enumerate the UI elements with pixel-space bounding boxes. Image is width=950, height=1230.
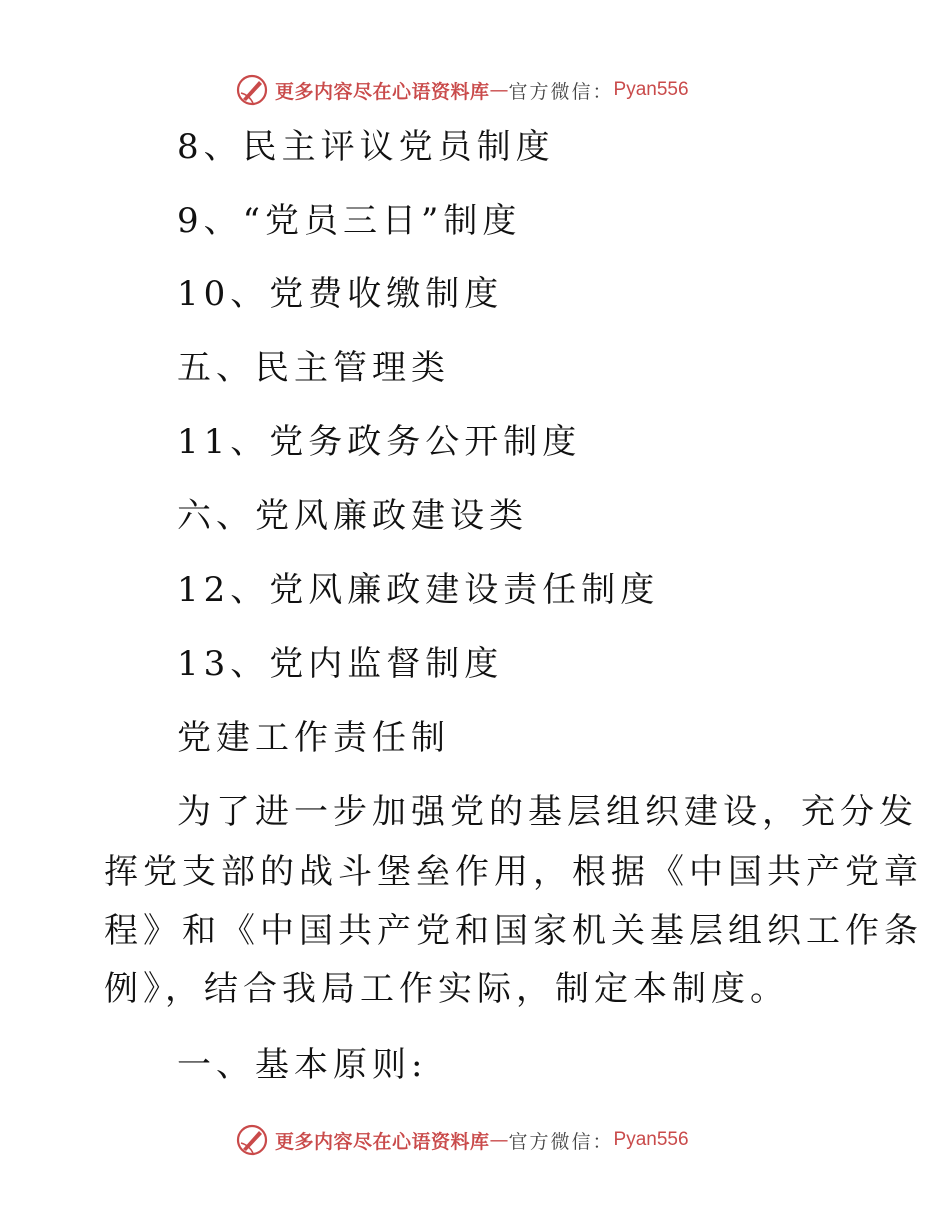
paragraph-line-1: 为了进一步加强党的基层组织建设，充分发 — [177, 792, 918, 832]
watermark-sub-text: 官方微信： — [508, 1130, 614, 1153]
document-title: 党建工作责任制 — [177, 718, 450, 758]
watermark-main-text: 更多内容尽在心语资料库 — [275, 80, 490, 103]
section-heading: 一、基本原则: — [177, 1045, 428, 1085]
quill-logo-icon — [235, 73, 269, 107]
list-item-13: 13、党内监督制度 — [177, 644, 504, 684]
list-item-10: 10、党费收缴制度 — [177, 274, 504, 314]
category-heading-5: 五、民主管理类 — [177, 348, 450, 388]
watermark-wechat-id: Pyan556 — [613, 1129, 689, 1150]
watermark-wechat-id: Pyan556 — [613, 79, 689, 100]
list-item-8: 8、民主评议党员制度 — [177, 127, 555, 167]
watermark-main-text: 更多内容尽在心语资料库 — [275, 1130, 490, 1153]
watermark-separator: — — [489, 79, 509, 101]
watermark-separator: — — [489, 1129, 509, 1151]
watermark-footer — [235, 1123, 689, 1157]
paragraph-line-3: 程》和《中国共产党和国家机关基层组织工作条 — [104, 911, 923, 951]
list-item-9: 9、“党员三日”制度 — [177, 201, 522, 241]
list-item-12: 12、党风廉政建设责任制度 — [177, 570, 660, 610]
paragraph-line-2: 挥党支部的战斗堡垒作用，根据《中国共产党章 — [104, 852, 923, 892]
paragraph-line-4: 例》，结合我局工作实际，制定本制度。 — [104, 969, 789, 1009]
list-item-11: 11、党务政务公开制度 — [177, 422, 582, 462]
category-heading-6: 六、党风廉政建设类 — [177, 496, 528, 536]
quill-logo-icon — [235, 1123, 269, 1157]
watermark-sub-text: 官方微信： — [508, 80, 614, 103]
watermark-header — [235, 73, 689, 107]
